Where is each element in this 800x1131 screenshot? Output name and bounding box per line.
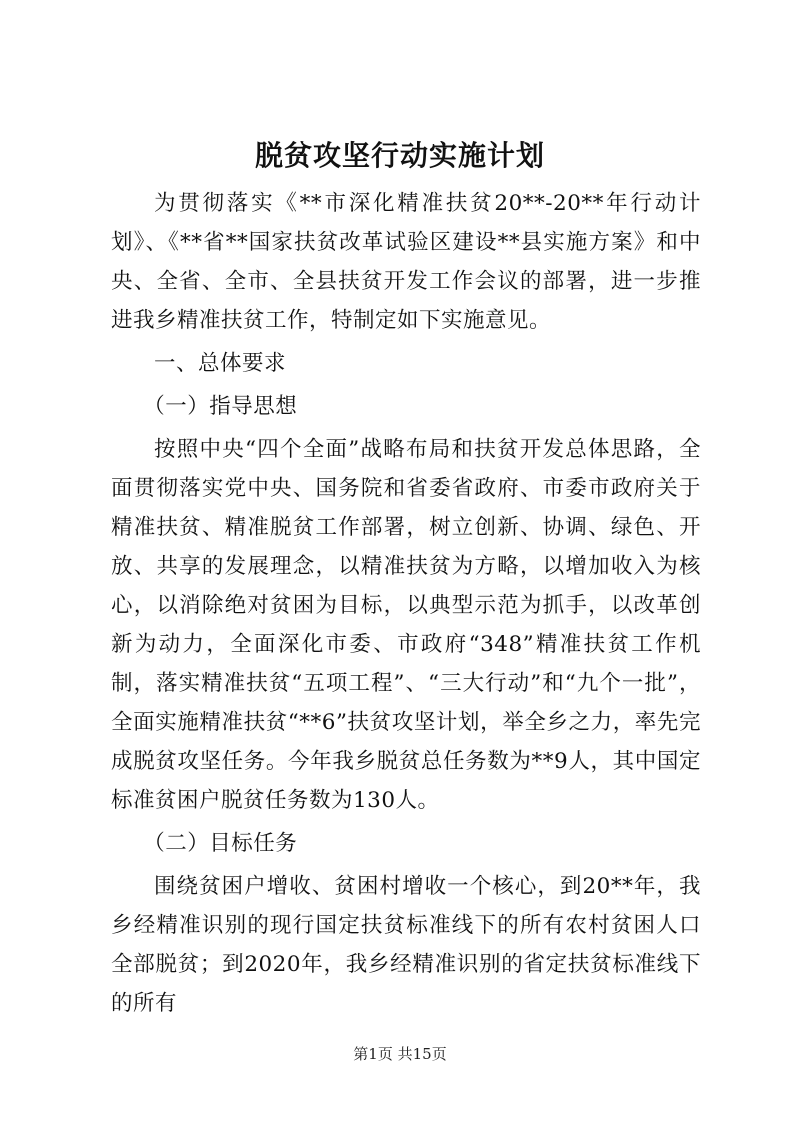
subsection-heading-guiding-ideology: （一）指导思想 xyxy=(143,394,298,419)
document-body xyxy=(111,184,701,1023)
page-indicator: 第1页 共15页 xyxy=(353,1045,447,1063)
intro-paragraph: 为贯彻落实《**市深化精准扶贫20**-20**年行动计划》、《**省**国家扶贫改革试验区建设**县实施方案》和中央、全省、全市、全县扶贫开发工作会议的部署，进一步推进我乡精准扶贫工作，特制定如下实施意见。 xyxy=(111,191,701,333)
guiding-ideology-paragraph: 按照中央“四个全面”战略布局和扶贫开发总体思路，全面贯彻落实党中央、国务院和省委省政府、市委市政府关于精准扶贫、精准脱贫工作部署，树立创新、协调、绿色、开放、共享的发展理念，以精准扶贫为方略，以增加收入为核心，以消除绝对贫困为目标，以典型示范为抓手，以改革创新为动力，全面深化市委、市政府“348”精准扶贫工作机制，落实精准扶贫“五项工程”、“三大行动”和“九个一批”，全面实施精准扶贫“**6”扶贫攻坚计划，举全乡之力，率先完成脱贫攻坚任务。今年我乡脱贫总任务数为**9人，其中国定标准贫困户脱贫任务数为130人。 xyxy=(111,437,701,813)
subsection-heading-target-tasks: （二）目标任务 xyxy=(143,831,298,856)
document-title: 脱贫攻坚行动实施计划 xyxy=(254,139,545,172)
target-tasks-paragraph: 围绕贫困户增收、贫困村增收一个核心，到20**年，我乡经精准识别的现行国定扶贫标准线下的所有农村贫困人口全部脱贫；到2020年，我乡经精准识别的省定扶贫标准线下的所有 xyxy=(111,874,701,1016)
section-heading-general-requirements: 一、总体要求 xyxy=(154,351,287,376)
